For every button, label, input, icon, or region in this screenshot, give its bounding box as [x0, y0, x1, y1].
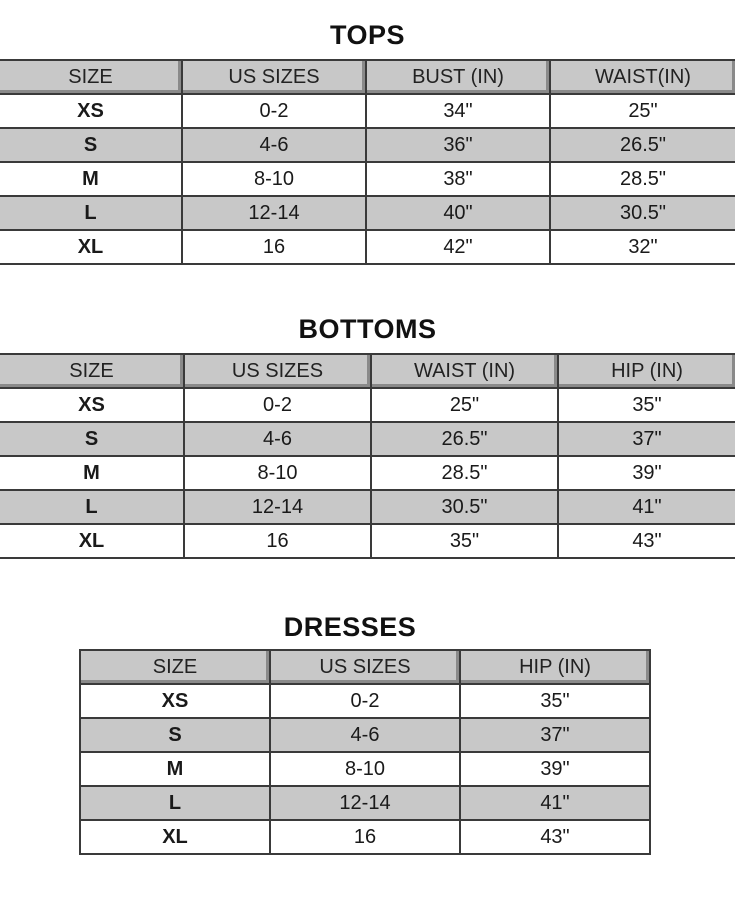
bottoms-section: [0, 314, 735, 584]
measurement-cell: 28.5": [550, 162, 735, 196]
measurement-cell: 30.5": [550, 196, 735, 230]
header-cell: US SIZES: [270, 650, 460, 684]
header-cell: WAIST (IN): [371, 354, 558, 388]
tops-title: TOPS: [329, 20, 406, 50]
table-row: [80, 718, 650, 752]
size-cell: M: [80, 752, 270, 786]
measurement-cell: 37": [460, 718, 650, 752]
size-cell: M: [0, 162, 182, 196]
measurement-cell: 35": [558, 388, 735, 422]
header-cell: SIZE: [80, 650, 270, 684]
size-cell: XS: [80, 684, 270, 718]
table-header-row: [0, 354, 735, 388]
measurement-cell: 32": [550, 230, 735, 264]
size-cell: S: [0, 128, 182, 162]
table-row: [0, 456, 735, 490]
bottoms-title: BOTTOMS: [298, 314, 437, 344]
header-cell: SIZE: [0, 354, 184, 388]
dresses-table: [79, 649, 651, 855]
header-cell: WAIST(IN): [550, 60, 735, 94]
size-cell: L: [0, 490, 184, 524]
us-size-cell: 8-10: [182, 162, 366, 196]
size-cell: XS: [0, 94, 182, 128]
measurement-cell: 25": [371, 388, 558, 422]
measurement-cell: 30.5": [371, 490, 558, 524]
table-header-row: [0, 60, 735, 94]
dresses-section: [0, 612, 735, 892]
measurement-cell: 28.5": [371, 456, 558, 490]
header-cell: BUST (IN): [366, 60, 550, 94]
us-size-cell: 12-14: [182, 196, 366, 230]
measurement-cell: 43": [460, 820, 650, 854]
us-size-cell: 12-14: [184, 490, 371, 524]
measurement-cell: 35": [460, 684, 650, 718]
us-size-cell: 12-14: [270, 786, 460, 820]
us-size-cell: 4-6: [184, 422, 371, 456]
table-row: [0, 162, 735, 196]
size-cell: XL: [0, 230, 182, 264]
us-size-cell: 8-10: [270, 752, 460, 786]
us-size-cell: 16: [184, 524, 371, 558]
size-cell: L: [0, 196, 182, 230]
us-size-cell: 0-2: [270, 684, 460, 718]
size-cell: XL: [0, 524, 184, 558]
size-cell: XS: [0, 388, 184, 422]
measurement-cell: 25": [550, 94, 735, 128]
measurement-cell: 37": [558, 422, 735, 456]
size-cell: L: [80, 786, 270, 820]
table-row: [0, 196, 735, 230]
table-row: [0, 388, 735, 422]
us-size-cell: 0-2: [184, 388, 371, 422]
size-cell: XL: [80, 820, 270, 854]
table-row: [0, 94, 735, 128]
size-cell: M: [0, 456, 184, 490]
table-row: [0, 490, 735, 524]
measurement-cell: 42": [366, 230, 550, 264]
header-cell: HIP (IN): [558, 354, 735, 388]
dresses-title: DRESSES: [283, 612, 417, 642]
measurement-cell: 26.5": [371, 422, 558, 456]
measurement-cell: 34": [366, 94, 550, 128]
table-row: [0, 422, 735, 456]
header-cell: US SIZES: [182, 60, 366, 94]
table-header-row: [80, 650, 650, 684]
measurement-cell: 36": [366, 128, 550, 162]
table-row: [80, 820, 650, 854]
header-cell: US SIZES: [184, 354, 371, 388]
table-row: [80, 752, 650, 786]
measurement-cell: 39": [558, 456, 735, 490]
table-row: [0, 524, 735, 558]
measurement-cell: 41": [460, 786, 650, 820]
us-size-cell: 16: [182, 230, 366, 264]
header-cell: SIZE: [0, 60, 182, 94]
header-cell: HIP (IN): [460, 650, 650, 684]
tops-section: [0, 20, 735, 290]
us-size-cell: 0-2: [182, 94, 366, 128]
table-row: [80, 786, 650, 820]
us-size-cell: 4-6: [270, 718, 460, 752]
us-size-cell: 4-6: [182, 128, 366, 162]
size-cell: S: [0, 422, 184, 456]
measurement-cell: 39": [460, 752, 650, 786]
us-size-cell: 8-10: [184, 456, 371, 490]
measurement-cell: 38": [366, 162, 550, 196]
table-row: [0, 230, 735, 264]
bottoms-table: [0, 353, 735, 559]
table-row: [80, 684, 650, 718]
us-size-cell: 16: [270, 820, 460, 854]
size-cell: S: [80, 718, 270, 752]
measurement-cell: 43": [558, 524, 735, 558]
measurement-cell: 35": [371, 524, 558, 558]
measurement-cell: 26.5": [550, 128, 735, 162]
measurement-cell: 41": [558, 490, 735, 524]
tops-table: [0, 59, 735, 265]
measurement-cell: 40": [366, 196, 550, 230]
table-row: [0, 128, 735, 162]
